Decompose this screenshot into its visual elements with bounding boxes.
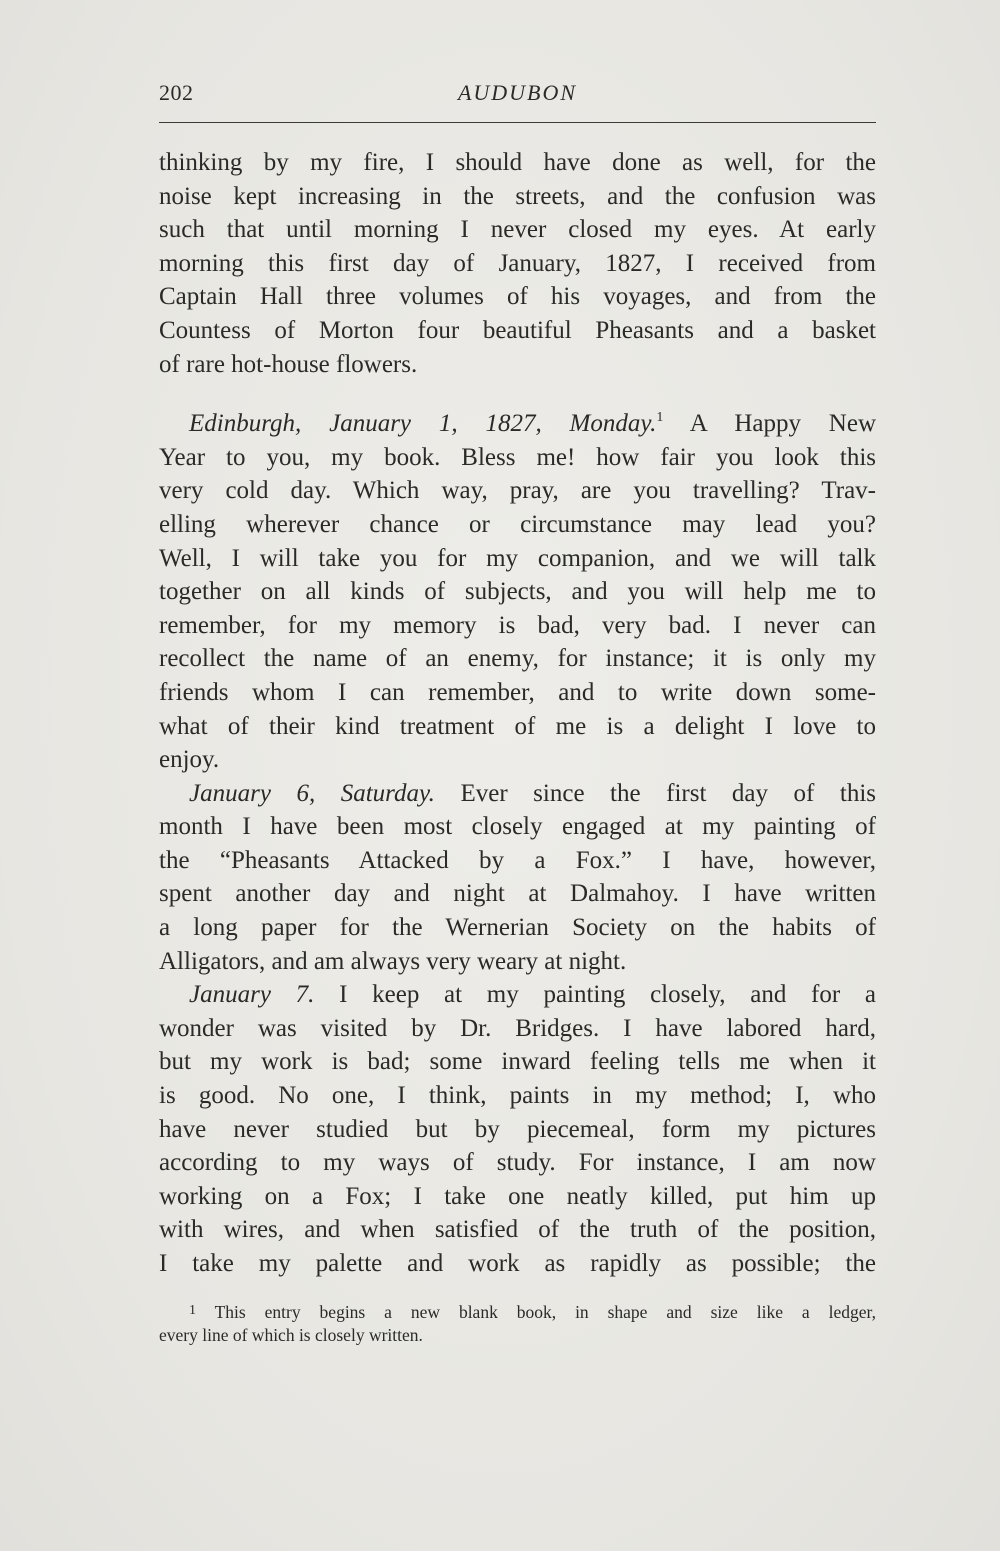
running-head: AUDUBON <box>457 80 578 105</box>
text-line: noise kept increasing in the streets, and the confusion was <box>159 182 876 210</box>
section-gap <box>159 381 876 407</box>
footnote-line <box>159 1299 876 1323</box>
text-line: working on a Fox; I take one neatly killed, put him up <box>159 1182 876 1210</box>
text-line: Well, I will take you for my companion, and we will talk <box>159 544 876 572</box>
text-line: thinking by my fire, I should have done as well, for the <box>159 149 876 176</box>
entry-heading: January 7. <box>189 981 315 1009</box>
entry-jan-1 <box>159 407 876 777</box>
page-number: 202 <box>159 80 194 105</box>
text-line: morning this first day of January, 1827, I received from <box>159 249 876 277</box>
text-line: with wires, and when satisfied of the truth of the position, <box>159 1216 876 1244</box>
footnote-reference: 1 <box>656 410 664 426</box>
entry-text: A Happy New <box>663 410 877 438</box>
text-line: such that until morning I never closed my eyes. At early <box>159 216 876 244</box>
paragraph-continuation <box>159 146 876 381</box>
text-line: what of their kind treatment of me is a delight I love to <box>159 712 876 740</box>
text-line: very cold day. Which way, pray, are you travelling? Trav- <box>159 477 876 505</box>
page-header <box>159 80 876 114</box>
text-line: wonder was visited by Dr. Bridges. I have labored hard, <box>159 1014 876 1042</box>
text-line: month I have been most closely engaged at my painting of <box>159 813 876 841</box>
text-line: recollect the name of an enemy, for instance; it is only my <box>159 645 876 673</box>
footnote <box>159 1299 876 1347</box>
entry-heading: Edinburgh, January 1, 1827, Monday. <box>189 410 657 438</box>
text-line: remember, for my memory is bad, very bad. I never can <box>159 611 876 639</box>
entry-jan-7 <box>159 978 876 1280</box>
entry-first-line <box>159 978 876 1012</box>
header-rule <box>159 122 876 123</box>
text-line: elling wherever chance or circumstance may lead you? <box>159 510 876 538</box>
text-line: Alligators, and am always very weary at night. <box>159 947 627 975</box>
entry-text: Ever since the first day of this <box>434 779 876 807</box>
footnote-line: every line of which is closely written. <box>159 1325 423 1345</box>
text-line: enjoy. <box>159 746 220 774</box>
text-line: together on all kinds of subjects, and you will help me to <box>159 578 876 606</box>
entry-text: I keep at my painting closely, and for a <box>314 981 876 1009</box>
text-line: a long paper for the Wernerian Society on the habits of <box>159 914 876 942</box>
text-line: of rare hot-house flowers. <box>159 350 418 378</box>
entry-first-line <box>159 777 876 811</box>
text-line: spent another day and night at Dalmahoy. I have written <box>159 880 876 908</box>
body-text <box>159 146 876 1281</box>
footnote-mark: 1 <box>189 1303 196 1318</box>
entry-first-line <box>159 407 876 441</box>
text-line: the “Pheasants Attacked by a Fox.” I have, however, <box>159 846 876 874</box>
entry-heading: January 6, Saturday. <box>189 779 435 807</box>
text-line: is good. No one, I think, paints in my method; I, who <box>159 1082 876 1110</box>
text-line: friends whom I can remember, and to write down some- <box>159 678 876 706</box>
text-line: Countess of Morton four beautiful Pheasants and a basket <box>159 316 876 344</box>
entry-jan-6 <box>159 777 876 979</box>
text-line: have never studied but by piecemeal, form my pictures <box>159 1115 876 1143</box>
text-line: Captain Hall three volumes of his voyages, and from the <box>159 283 876 311</box>
text-line: but my work is bad; some inward feeling tells me when it <box>159 1048 876 1076</box>
text-line: according to my ways of study. For instance, I am now <box>159 1149 876 1177</box>
text-line: Year to you, my book. Bless me! how fair you look this <box>159 443 876 471</box>
text-line: I take my palette and work as rapidly as possible; the <box>159 1250 876 1277</box>
footnote-text: This entry begins a new blank book, in shape and size like a ledger, <box>196 1302 876 1322</box>
